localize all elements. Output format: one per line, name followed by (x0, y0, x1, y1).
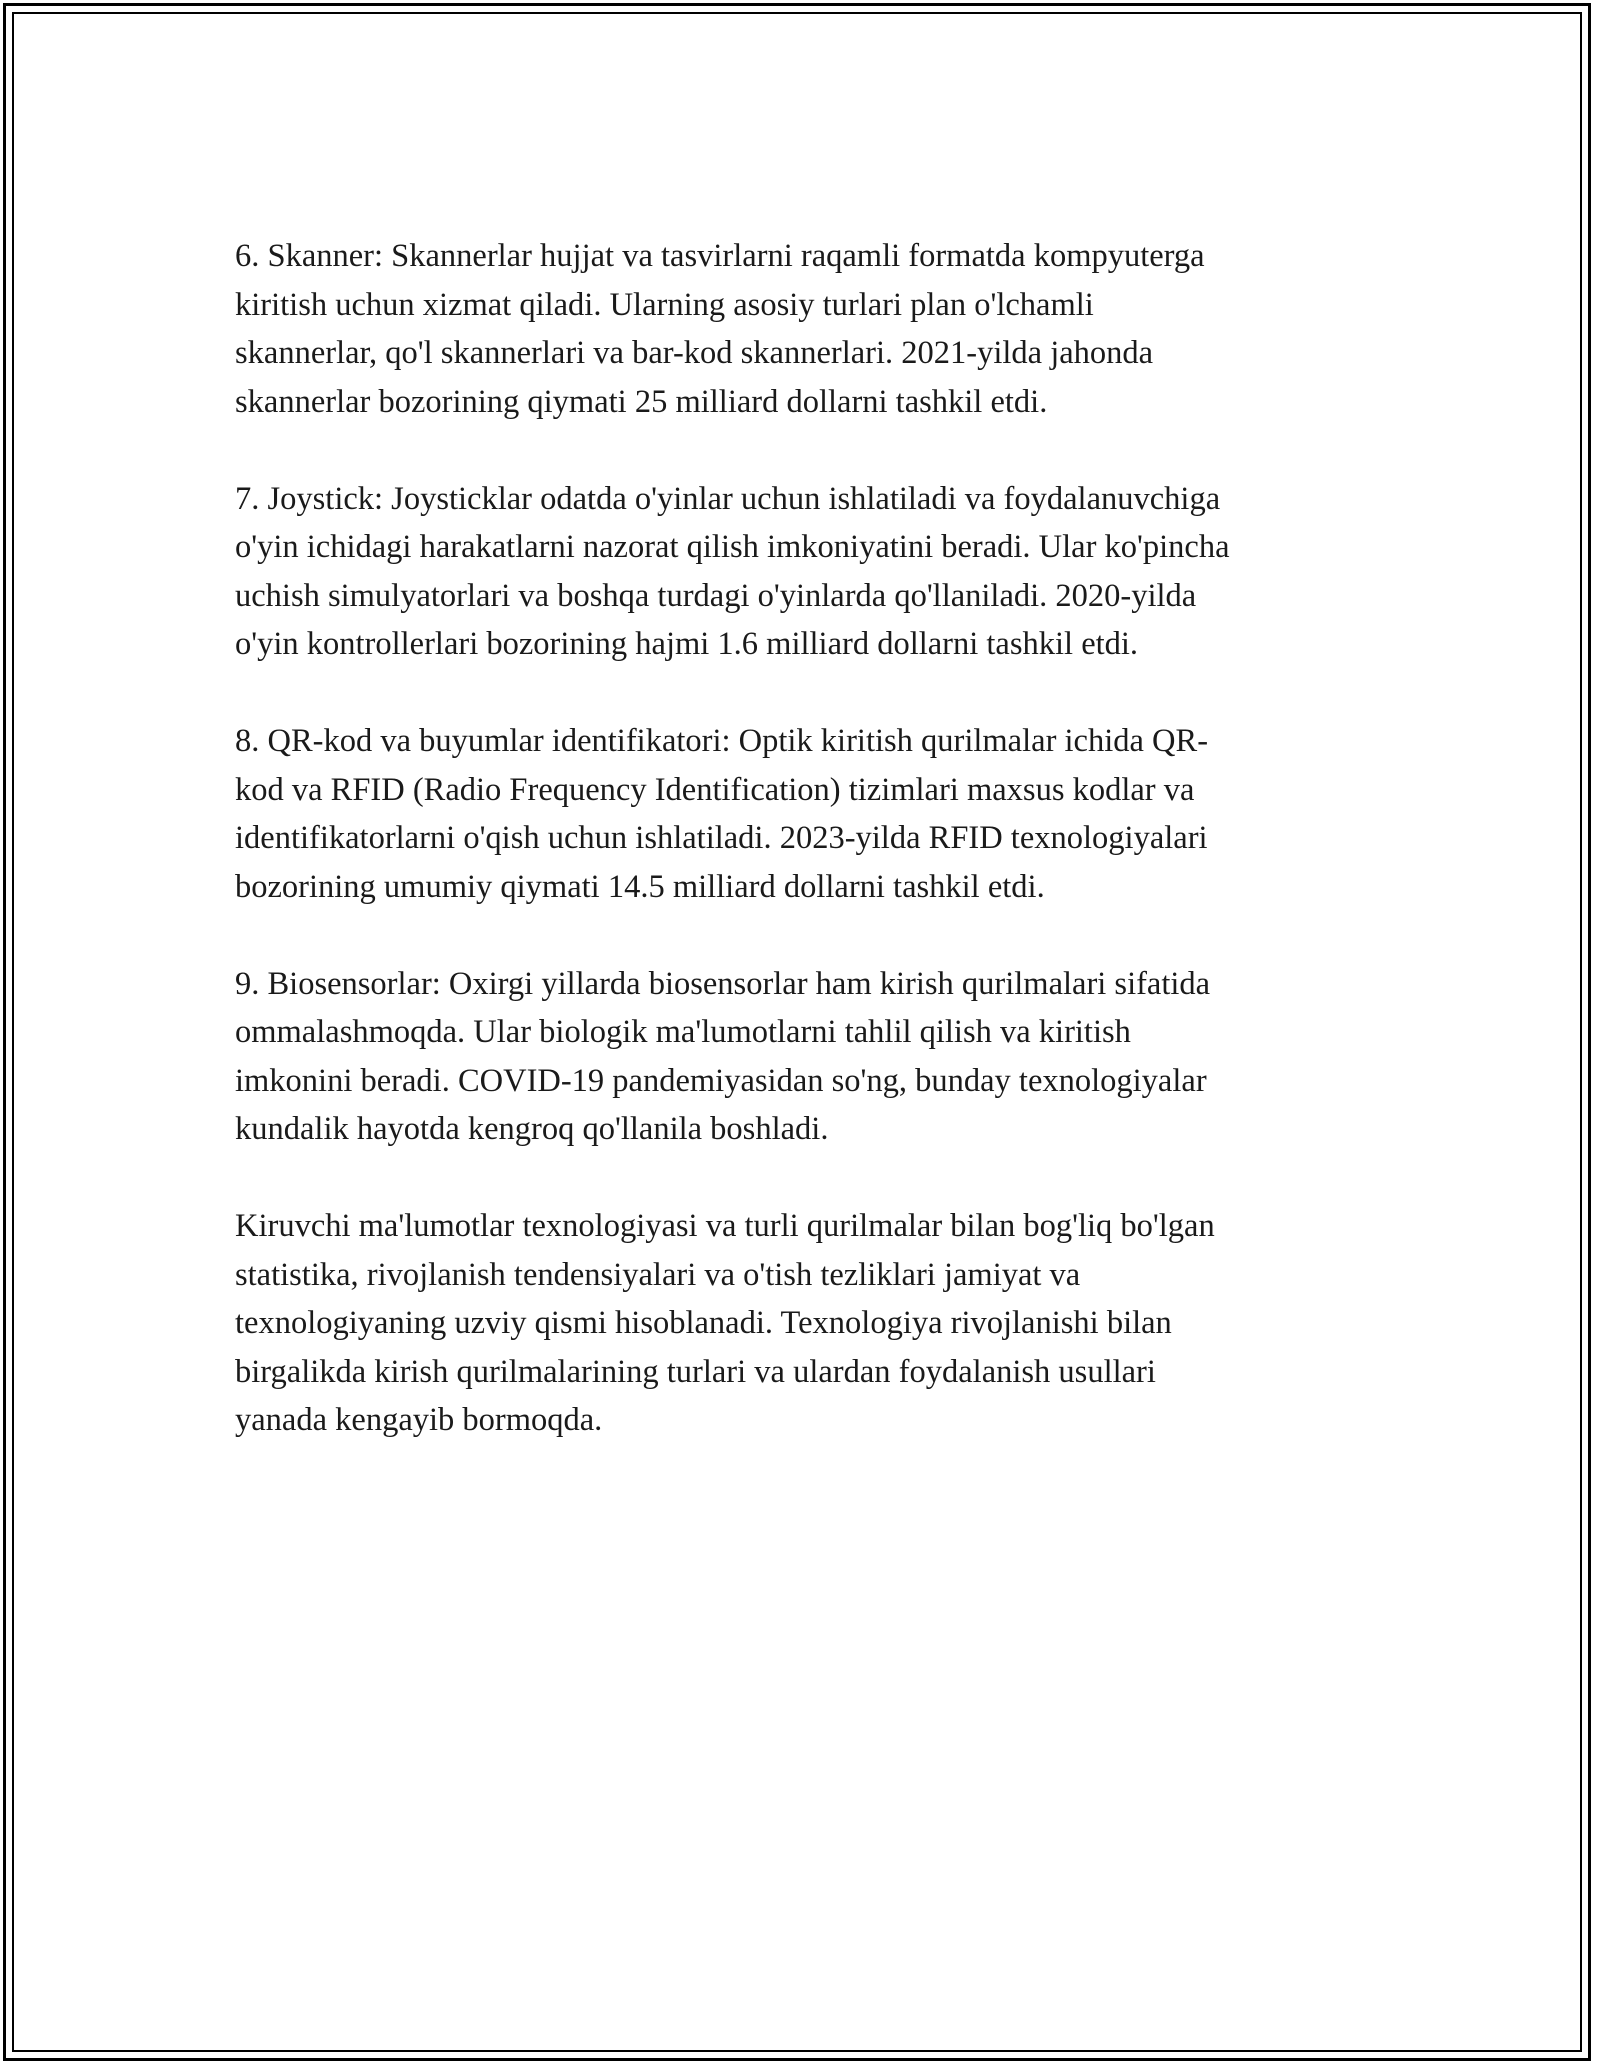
paragraph-joystick: 7. Joystick: Joysticklar odatda o'yinlar uchun ishlatiladi va foydalanuvchiga o'yin ichidagi harakatlarni nazorat qilish imkoniyatini beradi. Ular ko'pincha uchish simulyatorlari va boshqa turdagi o'yinlarda qo'llaniladi. 2020-yilda o'yin kontrollerlari bozorining hajmi 1.6 milliard dollarni tashkil etdi. (235, 480, 1230, 662)
paragraph-scanner: 6. Skanner: Skannerlar hujjat va tasvirlarni raqamli formatda kompyuterga kiritish uchun xizmat qiladi. Ularning asosiy turlari plan o'lchamli skannerlar, qo'l skannerlari va bar-kod skannerlari. 2021-yilda jahonda skannerlar bozorining qiymati 25 milliard dollarni tashkil etdi. (235, 238, 1205, 420)
document-body (235, 232, 1375, 1493)
paragraph-biosensors: 9. Biosensorlar: Oxirgi yillarda biosensorlar ham kirish qurilmalari sifatida ommalashmoqda. Ular biologik ma'lumotlarni tahlil qilish va kiritish imkonini beradi. COVID-19 pandemiyasidan so'ng, bunday texnologiyalar kundalik hayotda kengroq qo'llanila boshladi. (235, 965, 1211, 1147)
paragraph-conclusion: Kiruvchi ma'lumotlar texnologiyasi va turli qurilmalar bilan bog'liq bo'lgan statistika, rivojlanish tendensiyalari va o'tish tezliklari jamiyat va texnologiyaning uzviy qismi hisoblanadi. Texnologiya rivojlanishi bilan birgalikda kirish qurilmalarining turlari va ulardan foydalanish usullari yanada kengayib bormoqda. (235, 1208, 1215, 1438)
paragraph-qr-rfid: 8. QR-kod va buyumlar identifikatori: Optik kiritish qurilmalar ichida QR- kod va RFID (Radio Frequency Identification) tizimlari maxsus kodlar va identifikatorlarni o'qish uchun ishlatiladi. 2023-yilda RFID texnologiyalari bozorining umumiy qiymati 14.5 milliard dollarni tashkil etdi. (235, 723, 1209, 905)
